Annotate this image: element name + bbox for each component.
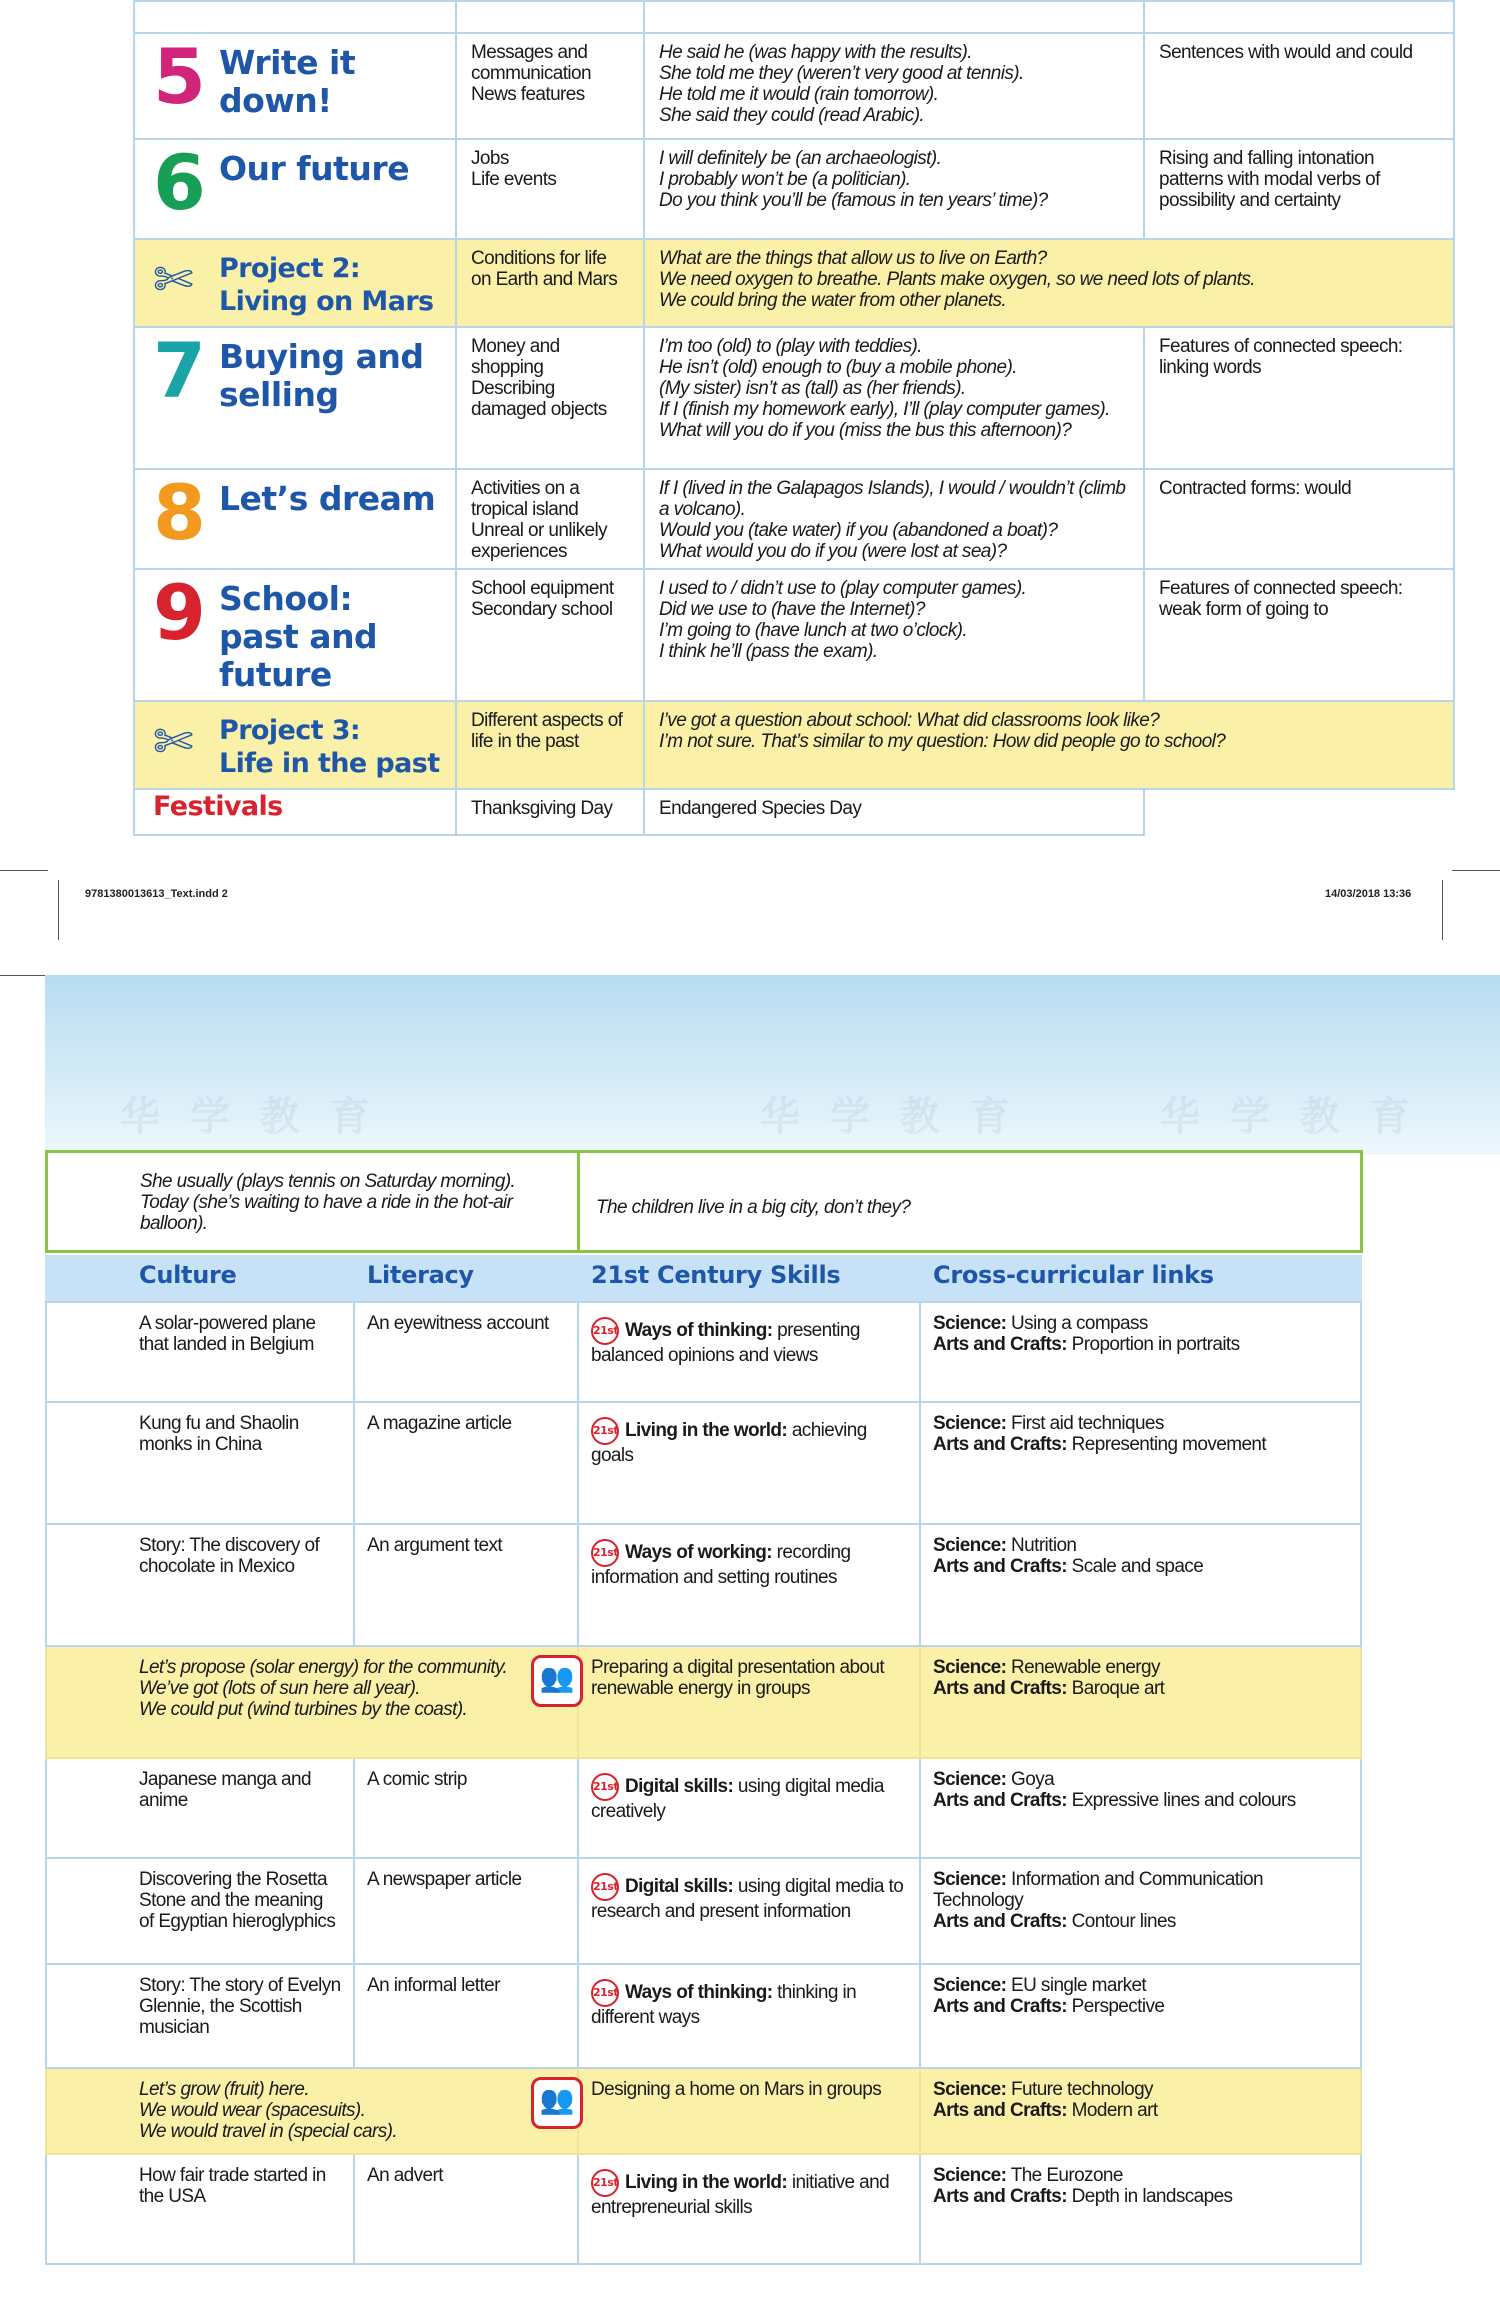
- cross-curricular-cell: [920, 2068, 1361, 2154]
- unit-title: Our future: [219, 149, 410, 188]
- arts-label: Arts and Crafts:: [933, 1678, 1067, 1699]
- scissors-icon: ✄: [153, 254, 193, 307]
- skill-description: initiative and entrepreneurial skills: [591, 2172, 890, 2218]
- project-phrases: Let’s propose (solar energy) for the community. We’ve got (lots of sun here all year). We could put (wind turbines by the coast).: [139, 1657, 508, 1720]
- topics-cell: School equipment Secondary school: [456, 569, 644, 701]
- print-slug-date: 14/03/2018 13:36: [1325, 888, 1412, 900]
- unit-number: 5: [153, 32, 204, 121]
- unit-number: 6: [153, 138, 204, 227]
- arts-label: Arts and Crafts:: [933, 1434, 1067, 1455]
- cross-curricular-cell: [920, 1758, 1361, 1858]
- twenty-first-century-badge-icon: 21st: [591, 1873, 619, 1901]
- skills-cell: [578, 1858, 920, 1964]
- science-label: Science:: [933, 1769, 1007, 1790]
- header-culture: Culture: [46, 1256, 354, 1302]
- arts-topic: Modern art: [1071, 2100, 1158, 2121]
- crop-mark: [58, 880, 59, 940]
- table-row-project: [134, 239, 1454, 327]
- literacy-cell: An informal letter: [354, 1964, 578, 2068]
- culture-cell: How fair trade started in the USA: [46, 2154, 354, 2264]
- table-row: [134, 1, 1454, 33]
- science-label: Science:: [933, 1869, 1007, 1890]
- skill-description: thinking in different ways: [591, 1982, 857, 2028]
- table-row-festivals: [134, 789, 1454, 835]
- grammar-continuation-table: [45, 1150, 1363, 1253]
- arts-label: Arts and Crafts:: [933, 1911, 1067, 1932]
- cross-curricular-cell: [920, 1646, 1361, 1758]
- arts-label: Arts and Crafts:: [933, 1790, 1067, 1811]
- table-row: [46, 2154, 1361, 2264]
- project-label: Project 2:: [219, 253, 361, 284]
- topics-cell: Messages and communication News features: [456, 33, 644, 139]
- cross-curricular-cell: [920, 1302, 1361, 1402]
- science-topic: Goya: [1011, 1769, 1055, 1790]
- topics-cell: Conditions for life on Earth and Mars: [456, 239, 644, 327]
- table-row: [46, 1524, 1361, 1646]
- unit-number: 9: [153, 568, 204, 657]
- arts-topic: Depth in landscapes: [1071, 2186, 1233, 2207]
- twenty-first-century-badge-icon: 21st: [591, 1773, 619, 1801]
- table-row: [134, 469, 1454, 569]
- contents-table-bottom-rows: [45, 1301, 1362, 2265]
- arts-topic: Baroque art: [1071, 1678, 1165, 1699]
- skill-key: Digital skills:: [625, 1876, 734, 1898]
- pronunciation-cell: Features of connected speech: weak form of going to: [1144, 569, 1454, 701]
- header-literacy: Literacy: [354, 1256, 578, 1302]
- group-work-icon: 👥: [531, 2077, 583, 2129]
- skills-cell: [578, 1402, 920, 1524]
- science-label: Science:: [933, 1975, 1007, 1996]
- literacy-cell: An eyewitness account: [354, 1302, 578, 1402]
- scissors-icon: ✄: [153, 716, 193, 769]
- table-row-project: [46, 1646, 1361, 1758]
- festivals-label: Festivals: [153, 791, 283, 822]
- science-topic: Future technology: [1011, 2079, 1153, 2100]
- skills-cell: Preparing a digital presentation about renewable energy in groups: [578, 1646, 920, 1758]
- project-label: Project 3:: [219, 715, 361, 746]
- literacy-cell: A comic strip: [354, 1758, 578, 1858]
- grammar-cell: She usually (plays tennis on Saturday morning). Today (she’s waiting to have a ride in the hot-air balloon).: [47, 1152, 579, 1252]
- cross-curricular-cell: [920, 1524, 1361, 1646]
- literacy-cell: An argument text: [354, 1524, 578, 1646]
- print-slug-file: 9781380013613_Text.indd 2: [85, 888, 228, 900]
- skills-cell: [578, 1964, 920, 2068]
- skills-cell: [578, 2154, 920, 2264]
- skill-description: using digital media creatively: [591, 1776, 884, 1822]
- culture-cell: Story: The discovery of chocolate in Mexico: [46, 1524, 354, 1646]
- crop-mark: [1452, 870, 1500, 871]
- arts-topic: Scale and space: [1071, 1556, 1204, 1577]
- pronunciation-cell: Features of connected speech: linking words: [1144, 327, 1454, 469]
- science-topic: The Eurozone: [1010, 2165, 1123, 2186]
- arts-label: Arts and Crafts:: [933, 2100, 1067, 2121]
- twenty-first-century-badge-icon: 21st: [591, 1539, 619, 1567]
- pronunciation-cell: Rising and falling intonation patterns with modal verbs of possibility and certainty: [1144, 139, 1454, 239]
- group-work-icon: 👥: [531, 1655, 583, 1707]
- culture-cell: Story: The story of Evelyn Glennie, the Scottish musician: [46, 1964, 354, 2068]
- skills-cell: Designing a home on Mars in groups: [578, 2068, 920, 2154]
- arts-topic: Contour lines: [1071, 1911, 1176, 1932]
- skill-key: Digital skills:: [625, 1776, 734, 1798]
- grammar-cell: I will definitely be (an archaeologist). I probably won’t be (a politician). Do you think you’ll be (famous in ten years’ time)?: [644, 139, 1144, 239]
- header-cross: Cross-curricular links: [920, 1256, 1361, 1302]
- twenty-first-century-badge-icon: 21st: [591, 1317, 619, 1345]
- arts-topic: Representing movement: [1071, 1434, 1267, 1455]
- table-row: [134, 327, 1454, 469]
- unit-title: School: past and future: [219, 579, 378, 694]
- table-row: [46, 1964, 1361, 2068]
- arts-label: Arts and Crafts:: [933, 1996, 1067, 2017]
- topics-cell: Jobs Life events: [456, 139, 644, 239]
- arts-topic: Perspective: [1071, 1996, 1165, 2017]
- twenty-first-century-badge-icon: 21st: [591, 1979, 619, 2007]
- skill-key: Living in the world:: [625, 2172, 788, 2194]
- skills-cell: [578, 1758, 920, 1858]
- table-row: [134, 569, 1454, 701]
- skill-description: using digital media to research and present information: [591, 1876, 904, 1922]
- grammar-cell: I’m too (old) to (play with teddies). He isn’t (old) enough to (buy a mobile phone). (My sister) isn’t as (tall) as (her friends). If I (finish my homework early), I’ll (play computer games). What will you do if you (miss the bus this afternoon)?: [644, 327, 1144, 469]
- table-row: [46, 1758, 1361, 1858]
- science-topic: EU single market: [1011, 1975, 1147, 1996]
- table-row: [134, 139, 1454, 239]
- grammar-cell: I’ve got a question about school: What did classrooms look like? I’m not sure. That’s similar to my question: How did people go to school?: [644, 701, 1454, 789]
- crop-mark: [0, 870, 48, 871]
- twenty-first-century-badge-icon: 21st: [591, 2169, 619, 2197]
- skills-cell: [578, 1302, 920, 1402]
- cross-curricular-cell: [920, 1964, 1361, 2068]
- science-label: Science:: [933, 2079, 1007, 2100]
- cross-curricular-cell: [920, 1858, 1361, 1964]
- grammar-cell: The children live in a big city, don’t they?: [579, 1152, 1362, 1252]
- grammar-cell: If I (lived in the Galapagos Islands), I would / wouldn’t (climb a volcano). Would you (take water) if you (abandoned a boat)? What would you do if you (were lost at sea)?: [644, 469, 1144, 569]
- literacy-cell: An advert: [354, 2154, 578, 2264]
- table-row: [46, 1858, 1361, 1964]
- skills-cell: [578, 1524, 920, 1646]
- unit-number: 7: [153, 326, 204, 415]
- skill-description: presenting balanced opinions and views: [591, 1320, 860, 1366]
- table-row: [134, 33, 1454, 139]
- science-label: Science:: [933, 1535, 1007, 1556]
- table-row: [47, 1152, 1362, 1252]
- arts-label: Arts and Crafts:: [933, 1334, 1067, 1355]
- culture-cell: Japanese manga and anime: [46, 1758, 354, 1858]
- science-topic: First aid techniques: [1011, 1413, 1164, 1434]
- culture-cell: A solar-powered plane that landed in Belgium: [46, 1302, 354, 1402]
- table-row-project: [46, 2068, 1361, 2154]
- project-phrases: Let’s grow (fruit) here. We would wear (spacesuits). We would travel in (special cars).: [139, 2079, 398, 2142]
- contents-table-top: [133, 0, 1455, 836]
- table-row-project: [134, 701, 1454, 789]
- skill-key: Ways of working:: [625, 1542, 772, 1564]
- unit-title: Buying and selling: [219, 337, 424, 414]
- unit-title: Write it down!: [219, 43, 356, 120]
- header-skills: 21st Century Skills: [578, 1256, 920, 1302]
- science-label: Science:: [933, 2165, 1007, 2186]
- unit-title: Let’s dream: [219, 479, 436, 518]
- cross-curricular-cell: [920, 2154, 1361, 2264]
- literacy-cell: A magazine article: [354, 1402, 578, 1524]
- sky-background: [45, 975, 1500, 1155]
- culture-cell: Kung fu and Shaolin monks in China: [46, 1402, 354, 1524]
- grammar-cell: I used to / didn’t use to (play computer games). Did we use to (have the Internet)? I’m going to (have lunch at two o’clock). I think he’ll (pass the exam).: [644, 569, 1144, 701]
- science-topic: Information and Communication Technology: [933, 1869, 1263, 1911]
- project-title: Life in the past: [219, 748, 440, 779]
- festival-cell: Thanksgiving Day: [456, 789, 644, 835]
- project-title: Living on Mars: [219, 286, 434, 317]
- arts-topic: Expressive lines and colours: [1071, 1790, 1296, 1811]
- culture-cell: Discovering the Rosetta Stone and the meaning of Egyptian hieroglyphics: [46, 1858, 354, 1964]
- topics-cell: Different aspects of life in the past: [456, 701, 644, 789]
- twenty-first-century-badge-icon: 21st: [591, 1417, 619, 1445]
- crop-mark: [1442, 880, 1443, 940]
- science-topic: Renewable energy: [1011, 1657, 1160, 1678]
- science-topic: Using a compass: [1011, 1313, 1148, 1334]
- arts-label: Arts and Crafts:: [933, 2186, 1067, 2207]
- contents-page-top: [0, 0, 1500, 820]
- grammar-cell: He said he (was happy with the results). She told me they (weren’t very good at tennis). He told me it would (rain tomorrow). She said they could (read Arabic).: [644, 33, 1144, 139]
- science-label: Science:: [933, 1657, 1007, 1678]
- topics-cell: Activities on a tropical island Unreal or unlikely experiences: [456, 469, 644, 569]
- pronunciation-cell: Sentences with would and could: [1144, 33, 1454, 139]
- literacy-cell: A newspaper article: [354, 1858, 578, 1964]
- skill-key: Living in the world:: [625, 1420, 788, 1442]
- pronunciation-cell: Contracted forms: would: [1144, 469, 1454, 569]
- grammar-cell: What are the things that allow us to live on Earth? We need oxygen to breathe. Plants make oxygen, so we need lots of plants. We could bring the water from other planets.: [644, 239, 1454, 327]
- contents-page-bottom: [0, 975, 1500, 2322]
- header-row: [46, 1256, 1361, 1302]
- contents-table-bottom: [45, 1255, 1362, 1303]
- skill-description: recording information and setting routines: [591, 1542, 851, 1588]
- skill-description: achieving goals: [591, 1420, 867, 1466]
- table-row: [46, 1402, 1361, 1524]
- topics-cell: Money and shopping Describing damaged objects: [456, 327, 644, 469]
- science-label: Science:: [933, 1313, 1007, 1334]
- cross-curricular-cell: [920, 1402, 1361, 1524]
- festival-cell: Endangered Species Day: [644, 789, 1144, 835]
- science-topic: Nutrition: [1011, 1535, 1077, 1556]
- arts-label: Arts and Crafts:: [933, 1556, 1067, 1577]
- science-label: Science:: [933, 1413, 1007, 1434]
- skill-key: Ways of thinking:: [625, 1982, 773, 2004]
- table-row: [46, 1302, 1361, 1402]
- unit-number: 8: [153, 468, 204, 557]
- skill-key: Ways of thinking:: [625, 1320, 773, 1342]
- arts-topic: Proportion in portraits: [1071, 1334, 1240, 1355]
